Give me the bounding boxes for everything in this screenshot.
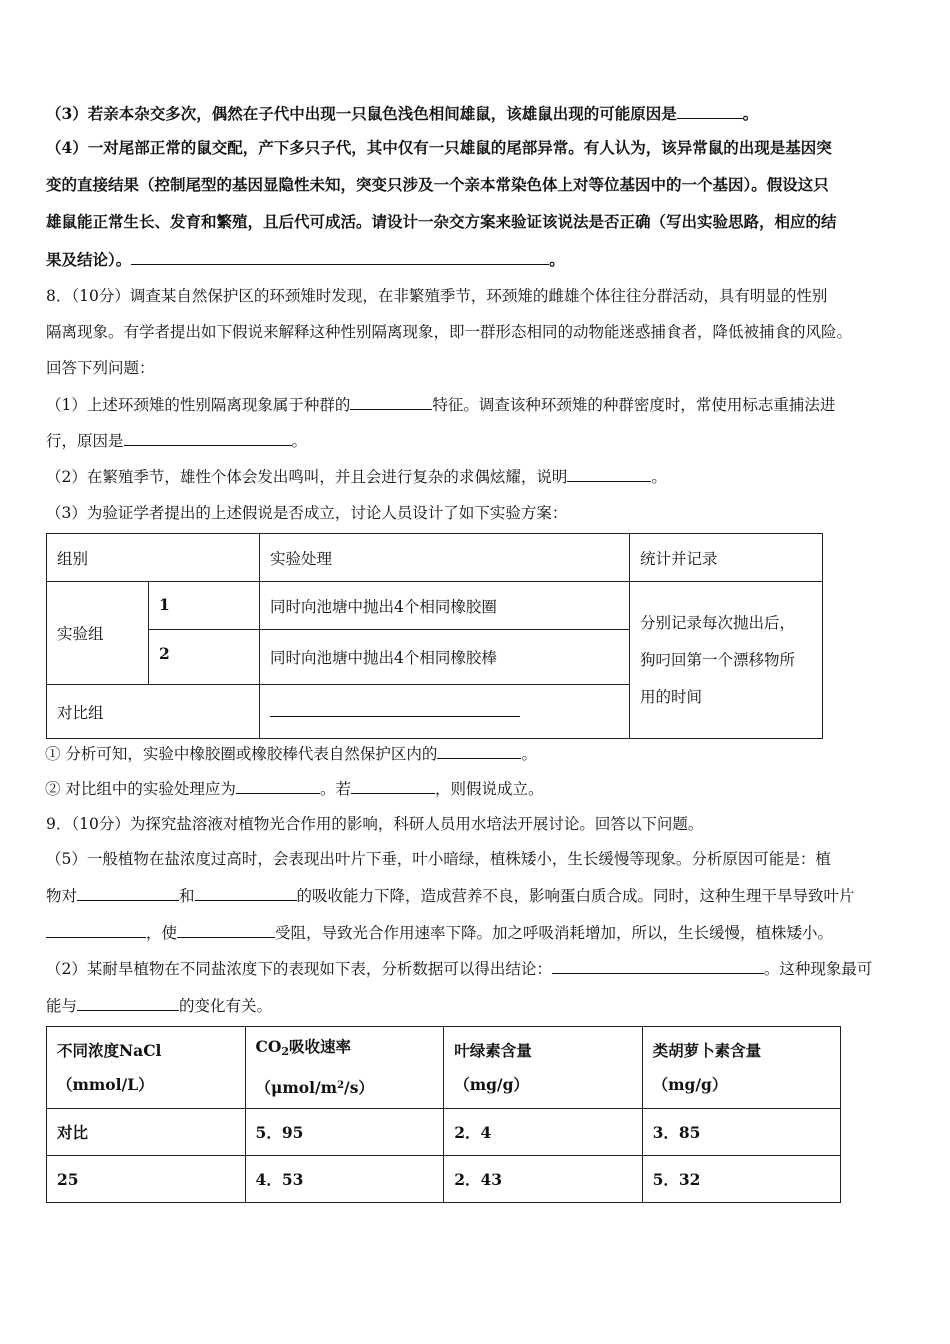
control-group-label: 对比组: [47, 685, 260, 739]
q9-part2-line2: 能与 的变化有关。: [46, 997, 273, 1015]
q8-part1-line2: 行，原因是 。: [46, 432, 308, 450]
q8-part2: （2）在繁殖季节，雄性个体会发出鸣叫，并且会进行复杂的求偶炫耀，说明 。: [46, 468, 667, 486]
answer-blank[interactable]: [177, 923, 275, 938]
q7-part4-line2: 变的直接结果（控制尾型的基因显隐性未知，突变只涉及一个亲本常染色体上对等位基因中的一个基因）。假设这只: [46, 175, 829, 194]
header-group: 组别: [47, 534, 260, 582]
header-nacl: 不同浓度NaCl （mmol/L）: [47, 1027, 246, 1109]
q9-intro: 9．（10分）为探究盐溶液对植物光合作用的影响，科研人员用水培法开展讨论。回答以下问题。: [46, 815, 704, 833]
header-treatment: 实验处理: [260, 534, 630, 582]
q8-part3: （3）为验证学者提出的上述假说是否成立，讨论人员设计了如下实验方案：: [46, 504, 568, 522]
header-record: 统计并记录: [630, 534, 823, 582]
answer-blank[interactable]: [77, 996, 179, 1011]
q7-part4-line1: （4）一对尾部正常的鼠交配，产下多只子代，其中仅有一只雄鼠的尾部异常。有人认为，该异常鼠的出现是基因突: [46, 138, 832, 157]
treatment-cell: 同时向池塘中抛出4个相同橡胶圈: [260, 582, 630, 630]
row-number: 2: [149, 630, 260, 685]
header-chlorophyll: 叶绿素含量 （mg/g）: [444, 1027, 642, 1109]
table-row: 对比 5．95 2．4 3．85: [47, 1109, 841, 1156]
answer-blank[interactable]: [437, 744, 521, 759]
answer-blank[interactable]: [351, 779, 435, 794]
answer-blank[interactable]: [124, 431, 292, 446]
answer-blank[interactable]: [46, 923, 146, 938]
q9-part5-line2: 物对 和 的吸收能力下降，造成营养不良，影响蛋白质合成。同时，这种生理干旱导致叶片: [46, 887, 855, 905]
answer-blank[interactable]: [552, 959, 764, 974]
q8-sub1: ① 分析可知，实验中橡胶圈或橡胶棒代表自然保护区内的 。: [45, 745, 537, 763]
q8-intro-line2: 隔离现象。有学者提出如下假说来解释这种性别隔离现象，即一群形态相同的动物能迷惑捕食者，降低被捕食的风险。: [46, 323, 853, 341]
answer-blank[interactable]: [77, 886, 179, 901]
control-treatment-blank[interactable]: [260, 685, 630, 739]
q8-part1-line1: （1）上述环颈雉的性别隔离现象属于种群的 特征。调查该种环颈雉的种群密度时，常使用标志重捕法进: [46, 396, 836, 414]
experiment-table: [46, 533, 823, 739]
answer-blank[interactable]: [567, 467, 651, 482]
header-co2: CO2吸收速率 $(\mu mol/m^2/s)$: [245, 1027, 444, 1109]
row-number: 1: [149, 582, 260, 630]
record-cell: 分别记录每次抛出后， 狗叼回第一个漂移物所 用的时间: [630, 582, 823, 739]
answer-blank[interactable]: [350, 395, 432, 410]
salt-data-table: [46, 1026, 841, 1203]
table-row: 25 4．53 2．43 5．32: [47, 1156, 841, 1203]
q9-part5-line3: ，使 受阻，导致光合作用速率下降。加之呼吸消耗增加，所以，生长缓慢，植株矮小。: [46, 923, 833, 943]
answer-blank[interactable]: [195, 886, 297, 901]
q8-sub2: ② 对比组中的实验处理应为 。若 ，则假说成立。: [45, 780, 544, 798]
q9-part2-line1: （2）某耐旱植物在不同盐浓度下的表现如下表，分析数据可以得出结论： 。这种现象最可: [46, 960, 873, 978]
q8-intro-line3: 回答下列问题：: [46, 359, 155, 377]
answer-blank[interactable]: [236, 779, 320, 794]
experiment-group-label: 实验组: [47, 582, 149, 685]
q9-part5-line1: （5）一般植物在盐浓度过高时，会表现出叶片下垂，叶小暗绿，植株矮小，生长缓慢等现象。分析原因可能是：植: [46, 850, 831, 868]
header-carotenoid: 类胡萝卜素含量 （mg/g）: [642, 1027, 840, 1109]
q7-part4-line4: 果及结论）。 。: [46, 250, 565, 269]
q7-part4-line3: 雄鼠能正常生长、发育和繁殖，且后代可成活。请设计一杂交方案来验证该说法是否正确（写出实验思路，相应的结: [46, 212, 837, 231]
answer-blank[interactable]: [131, 250, 549, 265]
q7-part3: （3）若亲本杂交多次，偶然在子代中出现一只鼠色浅色相间雄鼠，该雄鼠出现的可能原因是 。: [46, 104, 759, 123]
answer-blank[interactable]: [677, 104, 743, 119]
q8-intro-line1: 8．（10分）调查某自然保护区的环颈雉时发现，在非繁殖季节，环颈雉的雌雄个体往往分群活动，具有明显的性别: [46, 287, 828, 305]
treatment-cell: 同时向池塘中抛出4个相同橡胶棒: [260, 630, 630, 685]
